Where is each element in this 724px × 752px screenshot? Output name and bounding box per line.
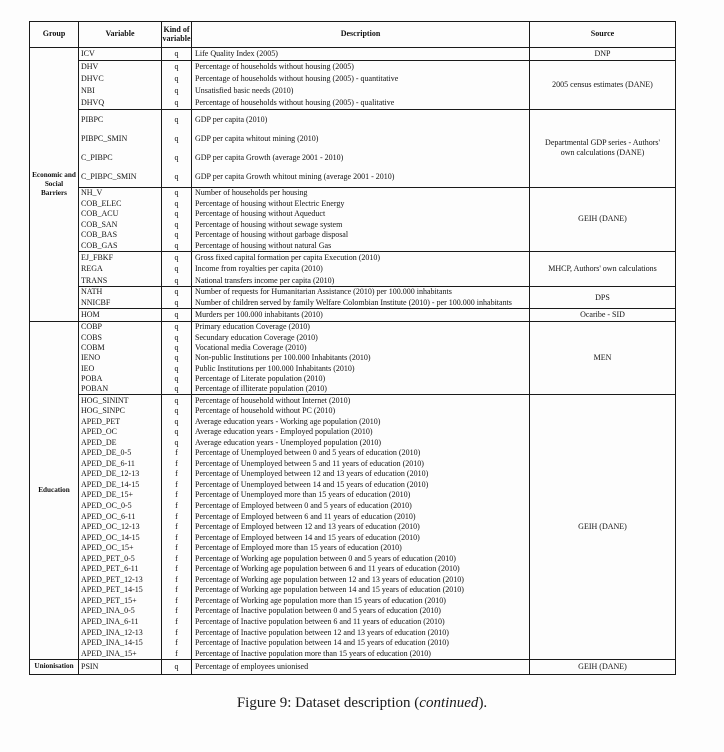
description-cell: Average education years - Working age population (2010) [195, 416, 381, 426]
section-rows [79, 309, 529, 321]
table-section [79, 48, 675, 61]
table-row [79, 287, 529, 298]
kind-cell: f [162, 638, 192, 649]
description-cell: Percentage of Working age population between 0 and 5 years of education (2010) [195, 553, 456, 563]
kind-cell: q [162, 309, 192, 321]
description-cell: Number of households per housing [195, 188, 308, 198]
section-rows [79, 188, 529, 252]
source-cell: MHCP, Authors' own calculations [529, 252, 675, 286]
variable-cell: APED_OC_12-13 [79, 522, 162, 533]
variable-cell: POBAN [79, 384, 162, 394]
kind-cell: f [162, 543, 192, 554]
variable-cell: APED_PET_6-11 [79, 564, 162, 575]
variable-cell: COB_BAS [79, 230, 162, 241]
table-row [79, 275, 529, 286]
description-cell: Percentage of housing without sewage system [195, 219, 343, 229]
kind-cell: q [162, 129, 192, 148]
kind-cell: q [162, 406, 192, 417]
description-cell: Percentage of Unemployed between 14 and 15 years of education (2010) [195, 479, 429, 489]
variable-cell: APED_DE [79, 437, 162, 448]
variable-cell: APED_PET_14-15 [79, 585, 162, 596]
kind-cell: q [162, 198, 192, 209]
table-row [79, 198, 529, 209]
table-section [79, 188, 675, 253]
description-cell: Percentage of Unemployed between 5 and 11 years of education (2010) [195, 458, 424, 468]
variable-cell: NH_V [79, 188, 162, 199]
caption-italic: continued [419, 695, 479, 711]
description-cell: Percentage of Employed between 14 and 15 years of education (2010) [195, 532, 420, 542]
variable-cell: COBS [79, 333, 162, 343]
kind-cell: f [162, 469, 192, 480]
description-cell: GDP per capita whitout mining (2010) [195, 133, 319, 143]
table-row [79, 343, 529, 353]
group-label: Unionisation [30, 660, 79, 674]
group-label: Education [30, 322, 79, 659]
kind-cell: q [162, 230, 192, 241]
kind-cell: q [162, 437, 192, 448]
variable-cell: APED_DE_12-13 [79, 469, 162, 480]
variable-cell: APED_PET_0-5 [79, 553, 162, 564]
table-row [79, 168, 529, 187]
description-cell: Percentage of households without housing (2005) [195, 62, 354, 71]
source-cell: Ocaribe - SID [529, 309, 675, 321]
kind-cell: q [162, 343, 192, 353]
variable-cell: NBI [79, 85, 162, 97]
kind-cell: q [162, 85, 192, 97]
table-row [79, 230, 529, 241]
variable-cell: EJ_FBKF [79, 252, 162, 263]
variable-cell: APED_INA_0-5 [79, 606, 162, 617]
table-row [79, 627, 529, 638]
table-row [79, 617, 529, 628]
kind-cell: f [162, 459, 192, 470]
description-cell: Percentage of Inactive population more than 15 years of education (2010) [195, 648, 431, 658]
kind-cell: f [162, 448, 192, 459]
table-row [79, 384, 529, 394]
variable-cell: APED_INA_6-11 [79, 617, 162, 628]
header-group: Group [30, 22, 79, 47]
table-row [79, 469, 529, 480]
description-cell: Unsatisfied basic needs (2010) [195, 86, 294, 95]
kind-cell: f [162, 501, 192, 512]
description-cell: Percentage of Inactive population between 0 and 5 years of education (2010) [195, 606, 441, 616]
table-header-row [30, 22, 675, 48]
description-cell: GDP per capita Growth (average 2001 - 2010) [195, 152, 344, 162]
table-row [79, 638, 529, 649]
kind-cell: f [162, 617, 192, 628]
group-sections [79, 322, 675, 659]
variable-cell: APED_DE_0-5 [79, 448, 162, 459]
kind-cell: q [162, 241, 192, 252]
description-cell: Percentage of Employed between 0 and 5 years of education (2010) [195, 501, 412, 511]
variable-cell: APED_OC_6-11 [79, 511, 162, 522]
description-cell: Non-public Institutions per 100.000 Inhabitants (2010) [195, 353, 371, 363]
table-row [79, 220, 529, 231]
description-cell: Average education years - Unemployed population (2010) [195, 437, 382, 447]
table-group [30, 48, 675, 322]
table-section [79, 61, 675, 110]
variable-cell: HOM [79, 309, 162, 321]
variable-cell: C_PIBPC_SMIN [79, 168, 162, 187]
table-row [79, 48, 529, 60]
table-row [79, 416, 529, 427]
group-label: Economic and Social Barriers [30, 48, 79, 321]
description-cell: Percentage of Working age population more than 15 years of education (2010) [195, 595, 446, 605]
variable-cell: REGA [79, 264, 162, 275]
table-row [79, 322, 529, 332]
kind-cell: f [162, 511, 192, 522]
description-cell: Percentage of housing without Electric Energy [195, 198, 345, 208]
variable-cell: DHVQ [79, 97, 162, 109]
description-cell: Murders per 100.000 inhabitants (2010) [195, 310, 323, 320]
kind-cell: q [162, 188, 192, 199]
description-cell: Percentage of Employed between 12 and 13 years of education (2010) [195, 522, 420, 532]
variable-cell: APED_OC_0-5 [79, 501, 162, 512]
table-row [79, 427, 529, 438]
variable-cell: IEO [79, 363, 162, 373]
source-cell: DPS [529, 287, 675, 308]
kind-cell: q [162, 416, 192, 427]
variable-cell: NATH [79, 287, 162, 298]
description-cell: Life Quality Index (2005) [195, 49, 278, 58]
table-group [30, 322, 675, 660]
table-row [79, 264, 529, 275]
group-sections [79, 660, 675, 674]
description-cell: Number of requests for Humanitarian Assistance (2010) per 100.000 inhabitants [195, 287, 452, 297]
description-cell: GDP per capita Growth whitout mining (average 2001 - 2010) [195, 172, 395, 182]
kind-cell: q [162, 287, 192, 298]
variable-cell: COBM [79, 343, 162, 353]
source-cell: Departmental GDP series - Authors' own calculations (DANE) [529, 110, 675, 187]
kind-cell: f [162, 522, 192, 533]
table-row [79, 490, 529, 501]
description-cell: Percentage of households without housing (2005) - qualitative [195, 98, 395, 107]
dataset-table [29, 21, 676, 675]
kind-cell: f [162, 480, 192, 491]
kind-cell: q [162, 322, 192, 332]
variable-cell: APED_PET_12-13 [79, 575, 162, 586]
source-cell: DNP [529, 48, 675, 60]
description-cell: National transfers income per capita (2010) [195, 275, 335, 285]
table-row [79, 511, 529, 522]
table-row [79, 553, 529, 564]
kind-cell: q [162, 148, 192, 167]
variable-cell: APED_INA_14-15 [79, 638, 162, 649]
description-cell: Percentage of employees unionised [195, 661, 309, 671]
kind-cell: q [162, 220, 192, 231]
kind-cell: q [162, 660, 192, 674]
table-section [79, 322, 675, 395]
description-cell: Percentage of Working age population between 12 and 13 years of education (2010) [195, 574, 464, 584]
description-cell: Percentage of household without PC (2010) [195, 406, 336, 416]
table-row [79, 298, 529, 309]
source-cell: GEIH (DANE) [529, 660, 675, 674]
kind-cell: f [162, 564, 192, 575]
table-row [79, 480, 529, 491]
kind-cell: f [162, 553, 192, 564]
table-row [79, 129, 529, 148]
table-row [79, 585, 529, 596]
kind-cell: q [162, 363, 192, 373]
caption-prefix: Figure 9: Dataset description ( [236, 695, 420, 711]
section-rows [79, 322, 529, 394]
kind-cell: f [162, 532, 192, 543]
description-cell: Percentage of Inactive population between 6 and 11 years of education (2010) [195, 617, 445, 627]
table-row [79, 648, 529, 659]
table-row [79, 564, 529, 575]
variable-cell: APED_PET [79, 416, 162, 427]
table-section [79, 110, 675, 188]
description-cell: Percentage of Unemployed between 12 and 13 years of education (2010) [195, 469, 429, 479]
variable-cell: HOG_SINPC [79, 406, 162, 417]
source-cell: GEIH (DANE) [529, 188, 675, 252]
variable-cell: COB_GAS [79, 241, 162, 252]
variable-cell: APED_OC_14-15 [79, 532, 162, 543]
table-row [79, 241, 529, 252]
table-group [30, 660, 675, 674]
table-section [79, 309, 675, 321]
description-cell: Percentage of housing without garbage disposal [195, 230, 349, 240]
kind-cell: f [162, 575, 192, 586]
kind-cell: q [162, 333, 192, 343]
table-row [79, 459, 529, 470]
kind-cell: q [162, 97, 192, 109]
table-row [79, 363, 529, 373]
section-rows [79, 660, 529, 674]
source-cell: GEIH (DANE) [529, 395, 675, 659]
table-body [30, 48, 675, 674]
kind-cell: q [162, 48, 192, 60]
description-cell: Percentage of household without Internet (2010) [195, 395, 351, 405]
variable-cell: COBP [79, 322, 162, 332]
table-row [79, 596, 529, 607]
variable-cell: PIBPC [79, 110, 162, 129]
kind-cell: q [162, 110, 192, 129]
description-cell: Percentage of housing without Aqueduct [195, 209, 326, 219]
description-cell: Percentage of illiterate population (2010) [195, 384, 327, 394]
variable-cell: COB_ELEC [79, 198, 162, 209]
description-cell: Average education years - Employed population (2010) [195, 427, 373, 437]
variable-cell: IENO [79, 353, 162, 363]
variable-cell: DHV [79, 61, 162, 73]
group-sections [79, 48, 675, 321]
table-row [79, 188, 529, 199]
variable-cell: C_PIBPC [79, 148, 162, 167]
variable-cell: APED_DE_15+ [79, 490, 162, 501]
variable-cell: APED_OC [79, 427, 162, 438]
kind-cell: q [162, 395, 192, 406]
description-cell: Primary education Coverage (2010) [195, 322, 310, 332]
table-row [79, 97, 529, 109]
description-cell: Public Institutions per 100.000 Inhabitants (2010) [195, 363, 355, 373]
kind-cell: q [162, 209, 192, 220]
variable-cell: ICV [79, 48, 162, 60]
description-cell: Percentage of housing without natural Gas [195, 241, 332, 251]
variable-cell: APED_OC_15+ [79, 543, 162, 554]
source-cell: 2005 census estimates (DANE) [529, 61, 675, 109]
kind-cell: q [162, 353, 192, 363]
kind-cell: q [162, 384, 192, 394]
variable-cell: PIBPC_SMIN [79, 129, 162, 148]
table-row [79, 501, 529, 512]
table-row [79, 532, 529, 543]
kind-cell: f [162, 490, 192, 501]
description-cell: Gross fixed capital formation per capita Execution (2010) [195, 252, 381, 262]
kind-cell: q [162, 427, 192, 438]
header-description: Description [340, 29, 381, 39]
section-rows [79, 287, 529, 308]
table-row [79, 575, 529, 586]
description-cell: Percentage of Unemployed between 0 and 5 years of education (2010) [195, 448, 421, 458]
description-cell: Vocational media Coverage (2010) [195, 342, 307, 352]
kind-cell: q [162, 73, 192, 85]
description-cell: Percentage of Unemployed more than 15 years of education (2010) [195, 490, 411, 500]
section-rows [79, 110, 529, 187]
description-cell: Percentage of Inactive population between 14 and 15 years of education (2010) [195, 638, 449, 648]
kind-cell: f [162, 648, 192, 659]
table-row [79, 209, 529, 220]
variable-cell: APED_PET_15+ [79, 596, 162, 607]
table-row [79, 73, 529, 85]
variable-cell: TRANS [79, 275, 162, 286]
description-cell: Secundary education Coverage (2010) [195, 332, 318, 342]
table-row [79, 437, 529, 448]
table-row [79, 406, 529, 417]
kind-cell: q [162, 252, 192, 263]
kind-cell: q [162, 298, 192, 309]
source-cell: MEN [529, 322, 675, 394]
description-cell: Percentage of Employed more than 15 years of education (2010) [195, 543, 402, 553]
kind-cell: f [162, 627, 192, 638]
table-row [79, 61, 529, 73]
section-rows [79, 395, 529, 659]
description-cell: Income from royalties per capita (2010) [195, 264, 323, 274]
section-rows [79, 61, 529, 109]
description-cell: GDP per capita (2010) [195, 114, 268, 124]
header-kind-of-variable: Kind of variable [162, 22, 192, 47]
table-row [79, 606, 529, 617]
table-section [79, 287, 675, 309]
kind-cell: f [162, 585, 192, 596]
kind-cell: q [162, 275, 192, 286]
description-cell: Percentage of Working age population between 14 and 15 years of education (2010) [195, 585, 464, 595]
kind-cell: q [162, 61, 192, 73]
variable-cell: COB_ACU [79, 209, 162, 220]
table-row [79, 333, 529, 343]
header-variable: Variable [79, 22, 162, 47]
table-row [79, 85, 529, 97]
variable-cell: APED_DE_6-11 [79, 459, 162, 470]
table-row [79, 522, 529, 533]
description-cell: Percentage of households without housing (2005) - quantitative [195, 74, 399, 83]
variable-cell: POBA [79, 374, 162, 384]
table-section [79, 660, 675, 674]
table-row [79, 543, 529, 554]
kind-cell: f [162, 596, 192, 607]
variable-cell: APED_DE_14-15 [79, 480, 162, 491]
kind-cell: q [162, 374, 192, 384]
table-row [79, 309, 529, 321]
kind-cell: q [162, 264, 192, 275]
description-cell: Percentage of Inactive population between 12 and 13 years of education (2010) [195, 627, 449, 637]
variable-cell: APED_INA_15+ [79, 648, 162, 659]
description-cell: Percentage of Literate population (2010) [195, 373, 326, 383]
figure-caption [0, 695, 724, 712]
table-row [79, 252, 529, 263]
table-row [79, 660, 529, 674]
variable-cell: PSIN [79, 660, 162, 674]
section-rows [79, 252, 529, 286]
table-row [79, 448, 529, 459]
variable-cell: DHVC [79, 73, 162, 85]
table-row [79, 148, 529, 167]
table-section [79, 252, 675, 287]
description-cell: Number of children served by family Welfare Colombian Institute (2010) - per 100.000 inhabitants [195, 297, 512, 307]
table-row [79, 395, 529, 406]
variable-cell: COB_SAN [79, 220, 162, 231]
table-row [79, 353, 529, 363]
variable-cell: HOG_SININT [79, 395, 162, 406]
section-rows [79, 48, 529, 60]
description-cell: Percentage of Working age population between 6 and 11 years of education (2010) [195, 564, 460, 574]
variable-cell: APED_INA_12-13 [79, 627, 162, 638]
table-section [79, 395, 675, 659]
caption-suffix: ). [478, 695, 488, 711]
description-cell: Percentage of Employed between 6 and 11 years of education (2010) [195, 511, 416, 521]
table-row [79, 110, 529, 129]
kind-cell: q [162, 168, 192, 187]
table-row [79, 374, 529, 384]
header-source: Source [529, 22, 675, 47]
variable-cell: NNICBF [79, 298, 162, 309]
kind-cell: f [162, 606, 192, 617]
